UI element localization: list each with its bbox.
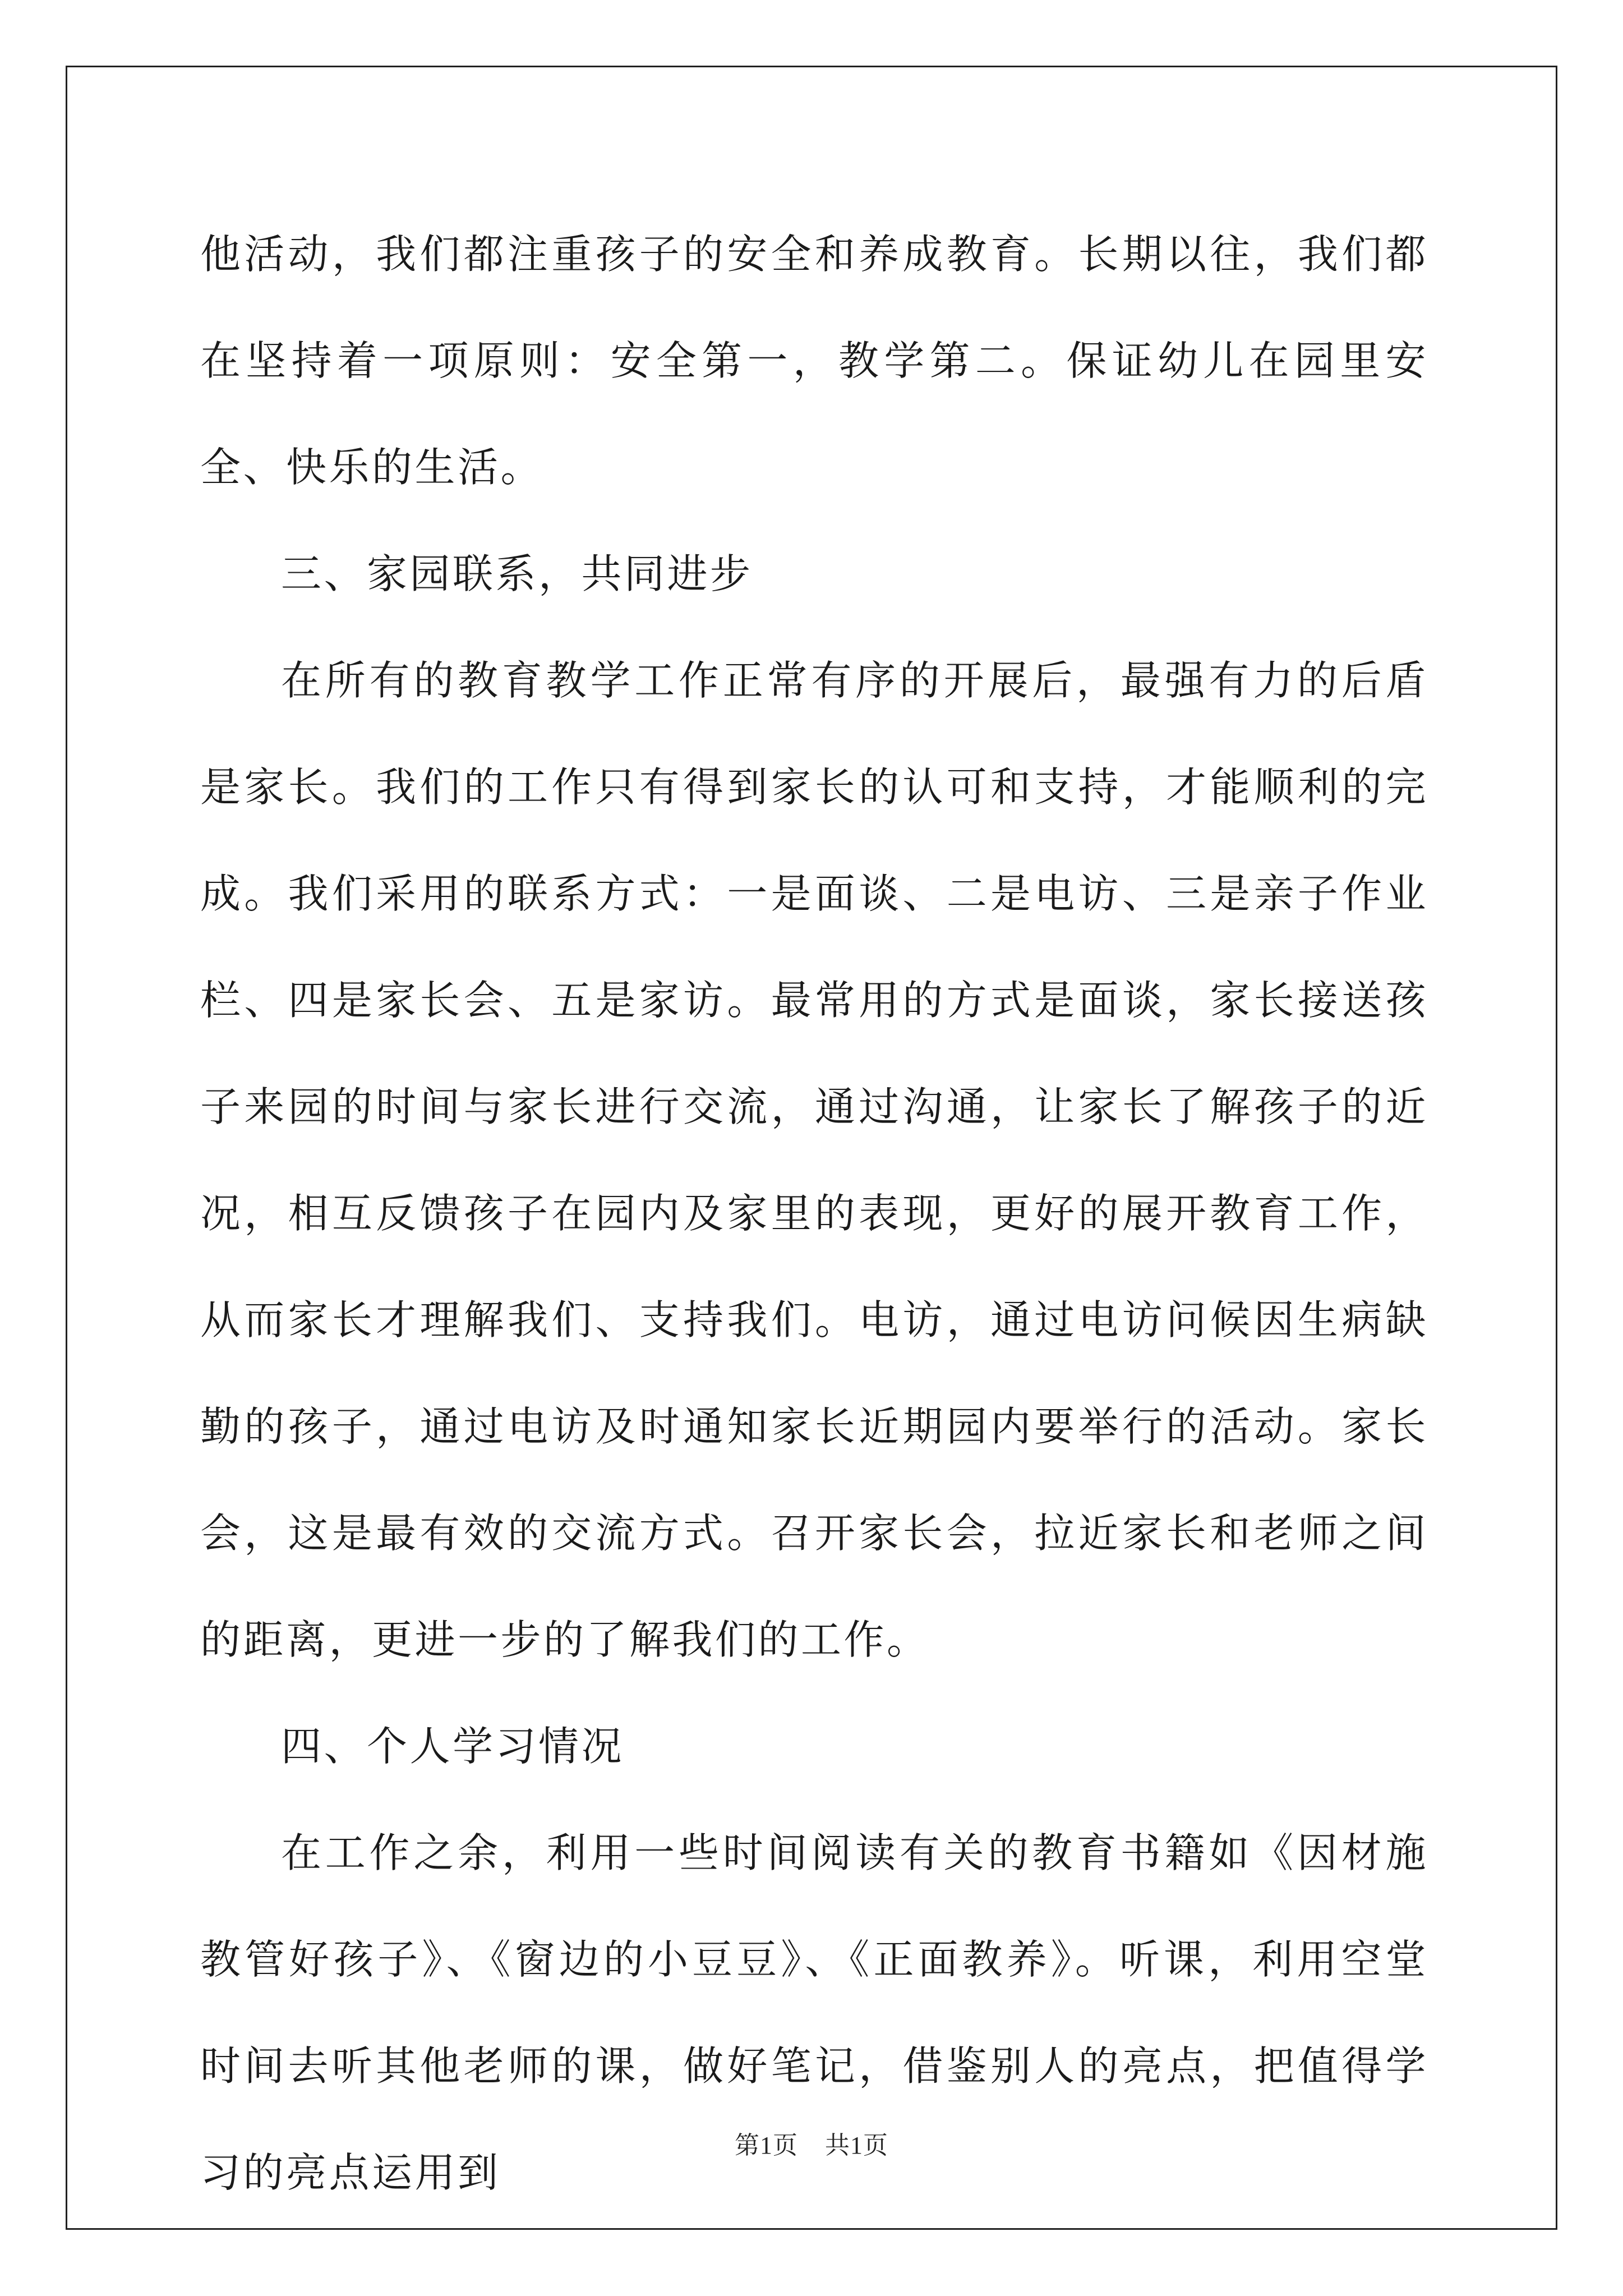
page-footer	[0, 2125, 1623, 2161]
section-heading-home-school: 三、家园联系，共同进步	[281, 550, 753, 597]
paragraph-safety-continuation: 他活动，我们都注重孩子的安全和养成教育。长期以往，我们都在坚持着一项原则：安全第一，教学第二。保证幼儿在园里安全、快乐的生活。	[200, 231, 1428, 491]
document-body	[200, 201, 1428, 2226]
paragraph-personal-study: 在工作之余，利用一些时间阅读有关的教育书籍如《因材施教管好孩子》、《窗边的小豆豆》、《正面教养》。听课，利用空堂时间去听其他老师的课，做好笔记，借鉴别人的亮点，把值得学习的亮点运用到	[200, 1829, 1428, 2196]
paragraph-home-school-contact: 在所有的教育教学工作正常有序的开展后，最强有力的后盾是家长。我们的工作只有得到家长的认可和支持，才能顺利的完成。我们采用的联系方式：一是面谈、二是电访、三是亲子作业栏、四是家长会、五是家访。最常用的方式是面谈，家长接送孩子来园的时间与家长进行交流，通过沟通，让家长了解孩子的近况，相互反馈孩子在园内及家里的表现，更好的展开教育工作，从而家长才理解我们、支持我们。电访，通过电访问候因生病缺勤的孩子，通过电访及时通知家长近期园内要举行的活动。家长会，这是最有效的交流方式。召开家长会，拉近家长和老师之间的距离，更进一步的了解我们的工作。	[200, 657, 1428, 1663]
page-number: 第1页	[735, 2132, 798, 2159]
page-total: 共1页	[825, 2132, 888, 2159]
section-heading-personal-study: 四、个人学习情况	[281, 1723, 625, 1770]
